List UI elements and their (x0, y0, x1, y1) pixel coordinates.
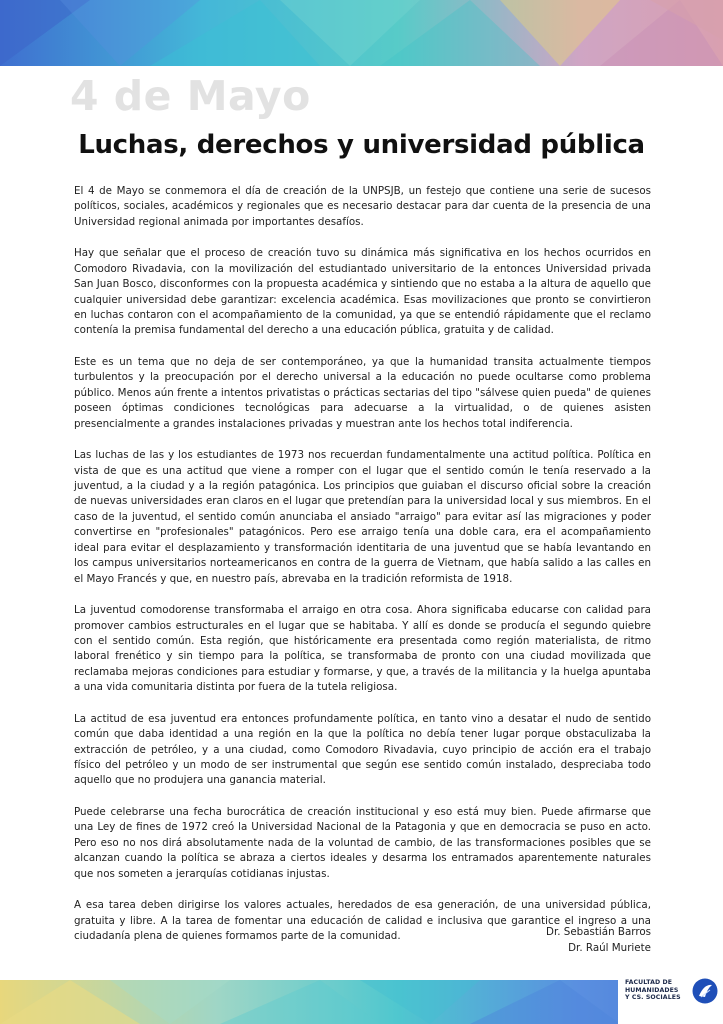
signature-block (546, 924, 651, 956)
header-date: 4 de Mayo (70, 72, 311, 120)
logo-text (625, 979, 681, 1002)
top-band-graphic (0, 0, 723, 66)
bottom-band-graphic (0, 980, 723, 1024)
paragraph: Las luchas de las y los estudiantes de 1973 nos recuerdan fundamentalmente una actitud política. Política en vista de que es una actitud que viene a romper con el lugar que el sentido común le tenía reservado a la juventud, a la ciudad y a la región patagónica. Los principios que guiaban el discurso oficial sobre la creación de nuevas universidades eran claros en el lugar que pretendían para la universidad local y sus miembros. En el caso de la juventud, el sentido común anunciaba el ansiado "arraigo" para evitar así las migraciones y poder convertirse en "profesionales" patagónicos. Pero ese arraigo tenía una doble cara, era el acompañamiento ideal para evitar el desplazamiento y transformación identitaria de una juventud que se había levantando en los campus universitarios norteamericanos en contra de la guerra de Vietnam, que había salido a las calles en el Mayo Francés y que, en nuestro país, abrevaba en la tradición reformista de 1918. (74, 449, 651, 585)
logo-line: HUMANIDADES (625, 986, 679, 994)
paragraph: El 4 de Mayo se conmemora el día de creación de la UNPSJB, un festejo que contiene una serie de sucesos políticos, sociales, académicos y regionales que es necesario destacar para dar cuenta de la presencia de una Universidad regional animada por importantes desafíos. (74, 185, 651, 228)
logo-line: FACULTAD DE (625, 979, 673, 986)
paragraph: La juventud comodorense transformaba el arraigo en otra cosa. Ahora significaba educarse con calidad para promover cambios estructurales en el lugar que se habitaba. Y allí es donde se producía el segundo quiebre con el sentido común. Esta región, que históricamente era presentada como región materialista, de ritmo laboral frenético y sin tiempo para la política, se transformaba de pronto con una ciudad movilizada que reclamaba mejoras condiciones para estudiar y formarse, y que, a través de la militancia y la huelga apuntaba a una vida comunitaria distinta por fuera de la tutela religiosa. (74, 604, 651, 694)
signature-name: Dr. Sebastián Barros (546, 926, 651, 938)
faculty-logo (618, 970, 723, 1024)
signature-name: Dr. Raúl Muriete (568, 942, 651, 954)
faculty-emblem-icon (692, 978, 718, 1004)
top-decorative-band (0, 0, 723, 66)
paragraph: A esa tarea deben dirigirse los valores actuales, heredados de esa generación, de una universidad pública, gratuita y libre. A la tarea de fomentar una educación de calidad e inclusiva que garantice el ingreso a una ciudadanía plena de quienes formamos parte de la comunidad. (74, 899, 651, 942)
paragraph: Puede celebrarse una fecha burocrática de creación institucional y eso está muy bien. Puede afirmarse que una Ley de fines de 1972 creó la Universidad Nacional de la Patagonia y que en democracia se puso en acto. Pero eso no nos dirá absolutamente nada de la voluntad de cambio, de las transformaciones posibles que se alcanzan cuando la política se abraza a ciertos ideales y desarma los entramados aparentemente naturales que nos someten a jerarquías cotidianas injustas. (74, 805, 651, 880)
article-body (74, 184, 651, 961)
paragraph: Este es un tema que no deja de ser contemporáneo, ya que la humanidad transita actualmente tiempos turbulentos y la preocupación por el derecho universal a la educación no puede ocultarse como problema público. Menos aún frente a intentos privatistas o prácticas sectarias del tipo "sálvese quien pueda" de quienes poseen óptimas condiciones tecnológicas para adecuarse a la virtualidad, o de quienes asisten presencialmente a grandes instalaciones privadas y muestran ante los hechos total indiferencia. (74, 356, 651, 430)
page-title: Luchas, derechos y universidad pública (78, 130, 645, 160)
bottom-decorative-band (0, 980, 723, 1024)
logo-line: Y CS. SOCIALES (625, 994, 681, 1002)
paragraph: La actitud de esa juventud era entonces profundamente política, en tanto vino a desatar el nudo de sentido común que daba identidad a una región en la que la política no debía tener lugar porque obstaculizaba la extracción de petróleo, y a una ciudad, como Comodoro Rivadavia, cuyo principio de acción era el trabajo físico del petróleo y un modo de ser instrumental que según ese sentido común instalado, despreciaba todo aquello que no produjera una ganancia material. (74, 712, 651, 787)
paragraph: Hay que señalar que el proceso de creación tuvo su dinámica más significativa en los hechos ocurridos en Comodoro Rivadavia, con la movilización del estudiantado universitario de la entonces Universidad privada San Juan Bosco, disconformes con la propuesta académica y sintiendo que no estaba a la altura de aquello que cualquier universidad debe garantizar: excelencia académica. Esas movilizaciones que pronto se convirtieron en luchas contaron con el acompañamiento de la comunidad, ya que se entendió rápidamente que el reclamo contenía la premisa fundamental del derecho a una educación pública, gratuita y de calidad. (74, 247, 651, 337)
